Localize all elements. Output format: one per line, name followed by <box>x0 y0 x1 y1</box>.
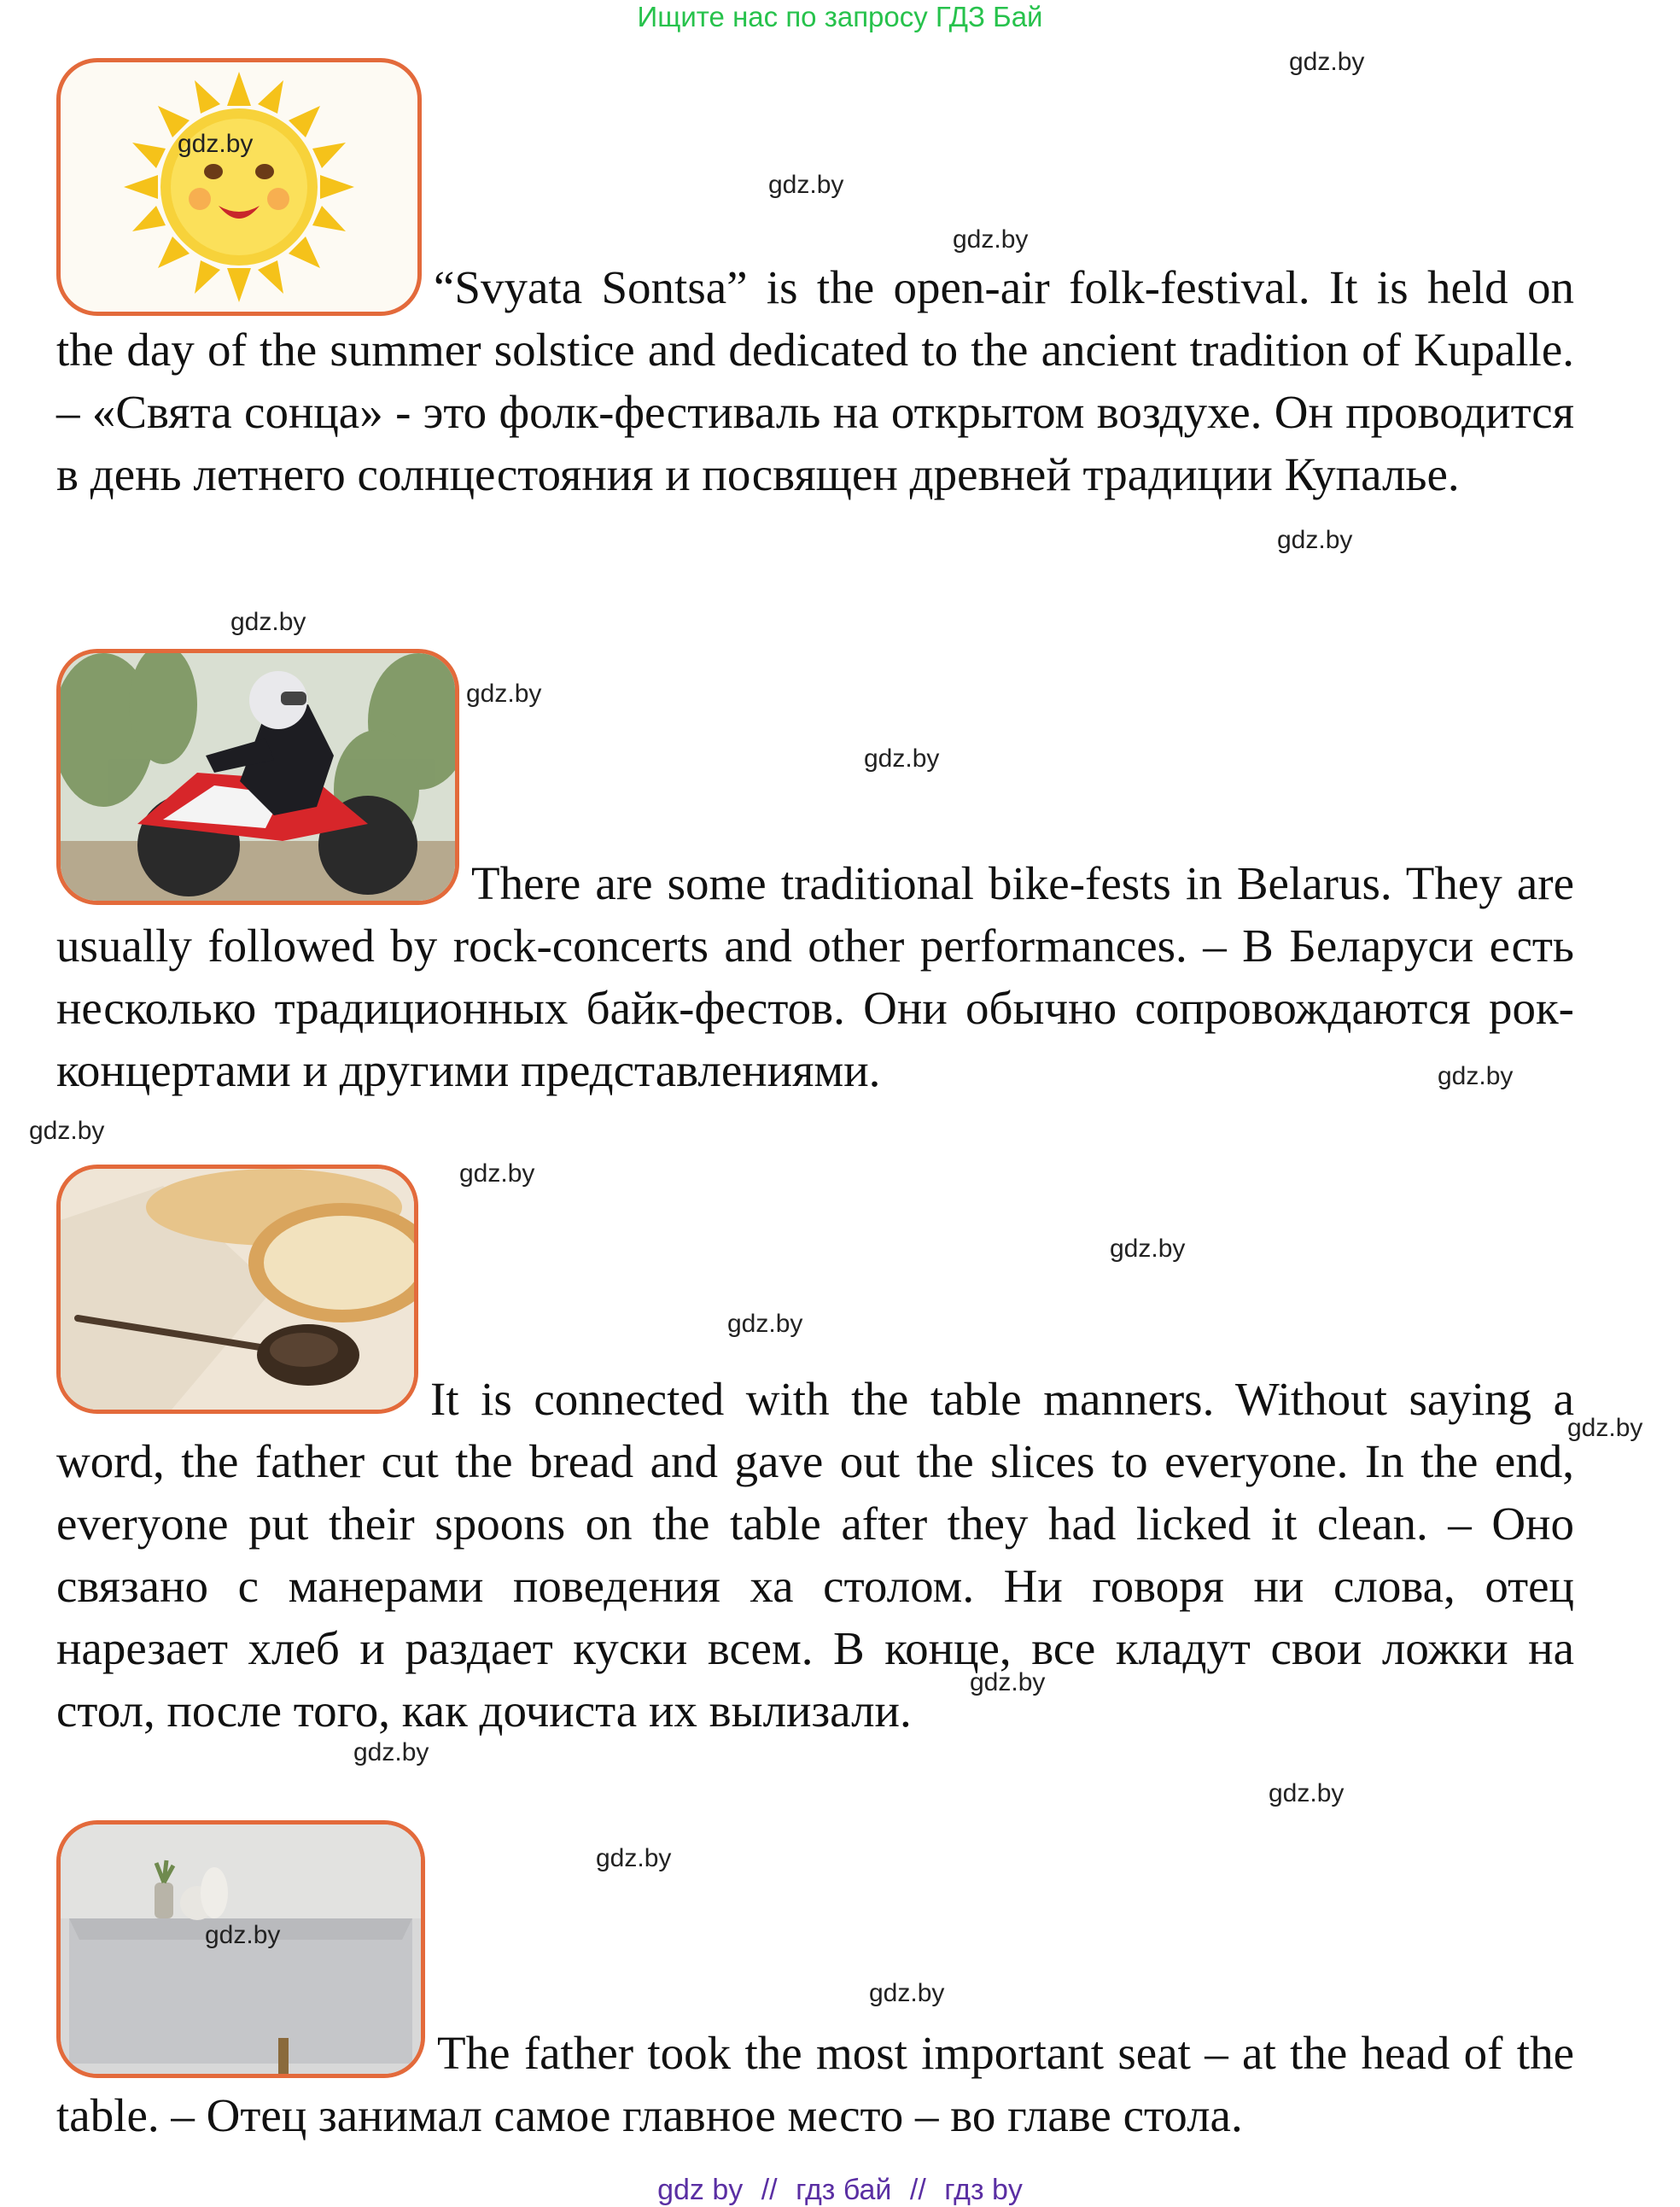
bread-icon <box>61 1169 414 1410</box>
paragraph-text: It is connected with the table manners. Without saying a word, the father cut the bread and gave out the slices to everyone. In the end, everyone put their spoons on the table after they had licked it clean. – Оно связано с манерами поведения ха столом. Ни говоря ни слова, отец нарезает хлеб и раздает куски всем. В конце, все кладут свои ложки на стол, после того, как дочиста их вылизали. <box>56 1373 1574 1737</box>
watermark: gdz.by <box>768 171 844 199</box>
bread-spoon-image <box>56 1165 418 1414</box>
watermark: gdz.by <box>596 1844 672 1872</box>
watermark: gdz.by <box>178 130 254 158</box>
watermark: gdz.by <box>1289 48 1365 76</box>
watermark: gdz.by <box>953 225 1029 254</box>
motorcyclist-icon <box>61 653 455 901</box>
watermark: gdz.by <box>1110 1235 1186 1263</box>
watermark: gdz.by <box>230 608 306 636</box>
watermark: gdz.by <box>1277 526 1353 554</box>
watermark: gdz.by <box>869 1979 945 2007</box>
watermark: gdz.by <box>459 1159 535 1188</box>
watermark: gdz.by <box>1269 1779 1345 1807</box>
watermark: gdz.by <box>205 1921 281 1949</box>
paragraph-head-of-table <box>56 2022 1574 2146</box>
watermark: gdz.by <box>466 680 542 708</box>
footer-links <box>0 2173 1680 2207</box>
watermark: gdz.by <box>864 744 940 773</box>
footer-link[interactable]: гдз бай <box>796 2174 892 2206</box>
watermark: gdz.by <box>1567 1414 1643 1442</box>
paragraph-text: The father took the most important seat – at the head of the table. – Отец занимал самое главное место – во главе стола. <box>56 2027 1574 2141</box>
paragraph-bikefest <box>56 852 1574 1101</box>
sun-icon <box>61 62 417 312</box>
paragraph-sun <box>56 256 1574 505</box>
sun-image <box>56 58 422 316</box>
footer-link[interactable]: gdz by <box>657 2174 744 2206</box>
paragraph-table-manners <box>56 1368 1574 1742</box>
watermark: gdz.by <box>353 1738 429 1766</box>
watermark: gdz.by <box>970 1668 1046 1696</box>
watermark: gdz.by <box>1438 1062 1514 1090</box>
paragraph-text: “Svyata Sontsa” is the open-air folk-festival. It is held on the day of the summer solstice and dedicated to the ancient tradition of Kupalle. – «Свята сонца» - это фолк-фестиваль на открытом воздухе. Он проводится в день летнего солнцестояния и посвящен древней традиции Купалье. <box>56 261 1574 500</box>
footer-separator: // <box>761 2174 778 2206</box>
footer-link[interactable]: гдз by <box>944 2174 1023 2206</box>
paragraph-text: There are some traditional bike-fests in Belarus. They are usually followed by rock-concerts and other performances. – В Беларуси есть несколько традиционных байк-фестов. Они обычно сопровождаются рок-концертами и другими представлениями. <box>56 857 1574 1096</box>
top-banner[interactable]: Ищите нас по запросу ГДЗ Бай <box>637 1 1043 32</box>
footer-separator: // <box>909 2174 926 2206</box>
motorcyclist-image <box>56 649 459 905</box>
watermark: gdz.by <box>727 1310 803 1338</box>
watermark: gdz.by <box>29 1117 105 1145</box>
